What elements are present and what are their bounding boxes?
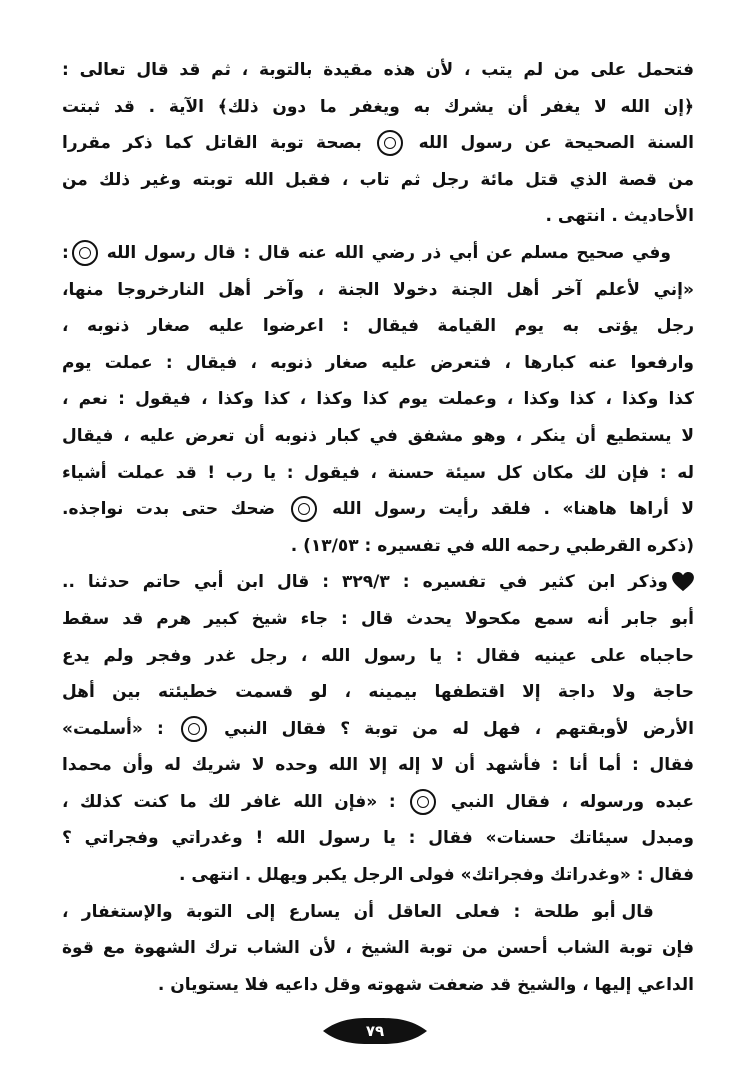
text-line: (ذكره القرطبي رحمه الله في تفسيره : ١٣/٥٣) .	[290, 535, 694, 556]
text-line: له : فإن لك مكان كل سيئة حسنة ، فيقول : يا رب ! قد عملت أشياء	[62, 462, 694, 483]
text-line: حاجة ولا داجة إلا اقتطفها بيمينه ، لو قسمت خطيئته بين أهل	[62, 682, 694, 703]
text-line: الأحاديث . انتهى .	[545, 206, 694, 227]
page-number-badge	[321, 1016, 429, 1046]
text-line: وارفعوا عنه كبارها ، فتعرض عليه صغار ذنوبه ، فيقال : عملت يوم	[62, 352, 694, 373]
text-line: وذكر ابن كثير في تفسيره : ٣٢٩/٣ : قال ابن أبي حاتم حدثنا ..	[62, 564, 694, 601]
text-line: ومبدل سيئاتك حسنات» فقال : يا رسول الله ! وغدراتي وفجراتي ؟	[62, 828, 694, 849]
salawat-seal-icon	[377, 130, 403, 156]
text-line: كذا وكذا ، كذا وكذا ، وعملت يوم كذا وكذا ، كذا وكذا ، فيقول : نعم ،	[62, 389, 694, 410]
text-line: حاجباه على عينيه فقال : يا رسول الله ، رجل غدر وفجر ولم يدع	[62, 645, 694, 666]
text-line: لا أراها هاهنا» . فلقد رأيت رسول الله ضحك حتى بدت نواجذه.	[62, 491, 694, 528]
text-line: فقال : «وغدراتك وفجراتك» فولى الرجل يكبر ويهلل . انتهى .	[179, 865, 694, 886]
text-line: فقال : أما أنا : فأشهد أن لا إله إلا الله وحده لا شريك له وأن محمدا	[62, 755, 694, 776]
text-line: أبو جابر أنه سمع مكحولا يحدث قال : جاء شيخ كبير هرم قد سقط	[62, 608, 694, 629]
document-body	[62, 52, 694, 1003]
text-line: الأرض لأوبقتهم ، فهل له من توبة ؟ فقال النبي : «أسلمت»	[62, 711, 694, 748]
salawat-seal-icon	[410, 789, 436, 815]
text-line: عبده ورسوله ، فقال النبي : «فإن الله غافر لك ما كنت كذلك ،	[62, 784, 694, 821]
text-line: من قصة الذي قتل مائة رجل ثم تاب ، فقبل الله توبته وغير ذلك من	[62, 169, 694, 190]
text-line: الداعي إليها ، والشيخ قد ضعفت شهوته وقل داعيه فلا يستويان .	[157, 974, 694, 995]
text-line: رجل يؤتى به يوم القيامة فيقال : اعرضوا عليه صغار ذنوبه ،	[62, 316, 694, 337]
page-number: ٧٩	[365, 1022, 385, 1040]
text-line: قال أبو طلحة : فعلى العاقل أن يسارع إلى التوبة والإستغفار ،	[62, 901, 654, 922]
heart-bullet-icon	[672, 572, 694, 592]
salawat-seal-icon	[72, 240, 98, 266]
text-line: السنة الصحيحة عن رسول الله بصحة توبة القاتل كما ذكر مقررا	[62, 125, 694, 162]
text-line: فتحمل على من لم يتب ، لأن هذه مقيدة بالتوبة ، ثم قد قال تعالى :	[62, 60, 694, 80]
text-line: وفي صحيح مسلم عن أبي ذر رضي الله عنه قال : قال رسول الله :	[62, 235, 694, 272]
text-line: ﴿إن الله لا يغفر أن يشرك به ويغفر ما دون ذلك﴾ الآية . قد ثبتت	[62, 96, 694, 117]
salawat-seal-icon	[291, 496, 317, 522]
salawat-seal-icon	[181, 716, 207, 742]
text-line: «إني لأعلم آخر أهل الجنة دخولا الجنة ، وآخر أهل النارخروجا منها،	[62, 279, 694, 300]
text-line: لا يستطيع أن ينكر ، وهو مشفق في كبار ذنوبه أن تعرض عليه ، فيقال	[62, 425, 694, 446]
text-line: فإن توبة الشاب أحسن من توبة الشيخ ، لأن الشاب ترك الشهوة مع قوة	[62, 938, 694, 959]
